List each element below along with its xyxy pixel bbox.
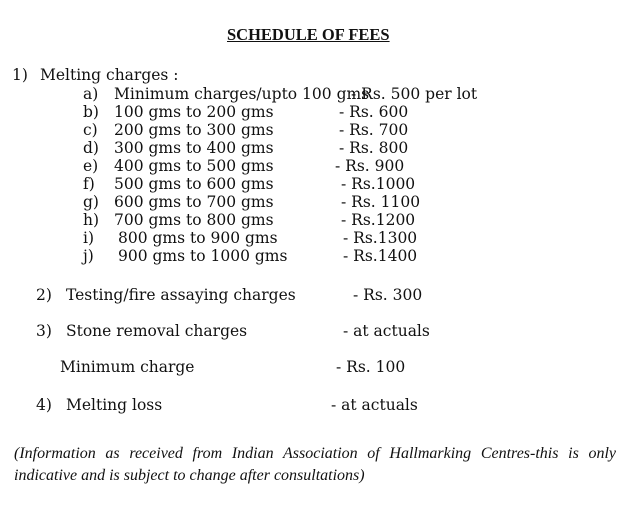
item-letter: a) [83,85,99,103]
melting-range-fee: - Rs. 900 [335,157,405,175]
melting-range-fee: - Rs. 600 [339,103,409,121]
melting-loss-label: Melting loss [66,396,163,414]
disclaimer-note: (Information as received from Indian Association of Hallmarking Centres-this is only indicative and is subject to change after consultations) [14,445,616,484]
melting-range-fee: - Rs.1000 [341,175,416,193]
section-number: 2) [36,286,52,304]
melting-range-fee: - Rs. 500 per lot [351,85,478,103]
melting-range-label: 900 gms to 1000 gms [118,247,288,265]
item-letter: g) [83,193,99,211]
item-letter: b) [83,103,99,121]
melting-range-label: 200 gms to 300 gms [114,121,274,139]
melting-range-fee: - Rs. 700 [339,121,409,139]
melting-range-fee: - Rs.1200 [341,211,416,229]
item-letter: h) [83,211,100,229]
testing-charges-label: Testing/fire assaying charges [66,286,296,304]
section-number: 3) [36,322,52,340]
melting-range-label: 300 gms to 400 gms [114,139,274,157]
melting-range-fee: - Rs.1400 [343,247,418,265]
minimum-charge-fee: - Rs. 100 [336,358,406,376]
minimum-charge-label: Minimum charge [60,358,195,376]
melting-range-fee: - Rs. 800 [339,139,409,157]
item-letter: d) [83,139,99,157]
melting-range-label: 700 gms to 800 gms [114,211,274,229]
melting-loss-fee: - at actuals [331,396,418,414]
item-letter: e) [83,157,99,175]
stone-removal-label: Stone removal charges [66,322,248,340]
melting-range-label: 500 gms to 600 gms [114,175,274,193]
melting-range-label: 600 gms to 700 gms [114,193,274,211]
section-number: 4) [36,396,52,414]
item-letter: j) [83,247,94,265]
melting-range-label: 400 gms to 500 gms [114,157,274,175]
melting-range-label: 100 gms to 200 gms [114,103,274,121]
item-letter: f) [83,175,95,193]
page-title: SCHEDULE OF FEES [227,25,390,44]
section-heading-melting: Melting charges : [40,66,179,84]
melting-range-label: 800 gms to 900 gms [118,229,278,247]
item-letter: i) [83,229,95,247]
melting-range-fee: - Rs. 1100 [341,193,421,211]
stone-removal-fee: - at actuals [343,322,430,340]
item-letter: c) [83,121,98,139]
melting-range-label: Minimum charges/upto 100 gms [114,85,370,103]
melting-range-fee: - Rs.1300 [343,229,418,247]
section-number: 1) [12,66,28,84]
testing-charges-fee: - Rs. 300 [353,286,423,304]
